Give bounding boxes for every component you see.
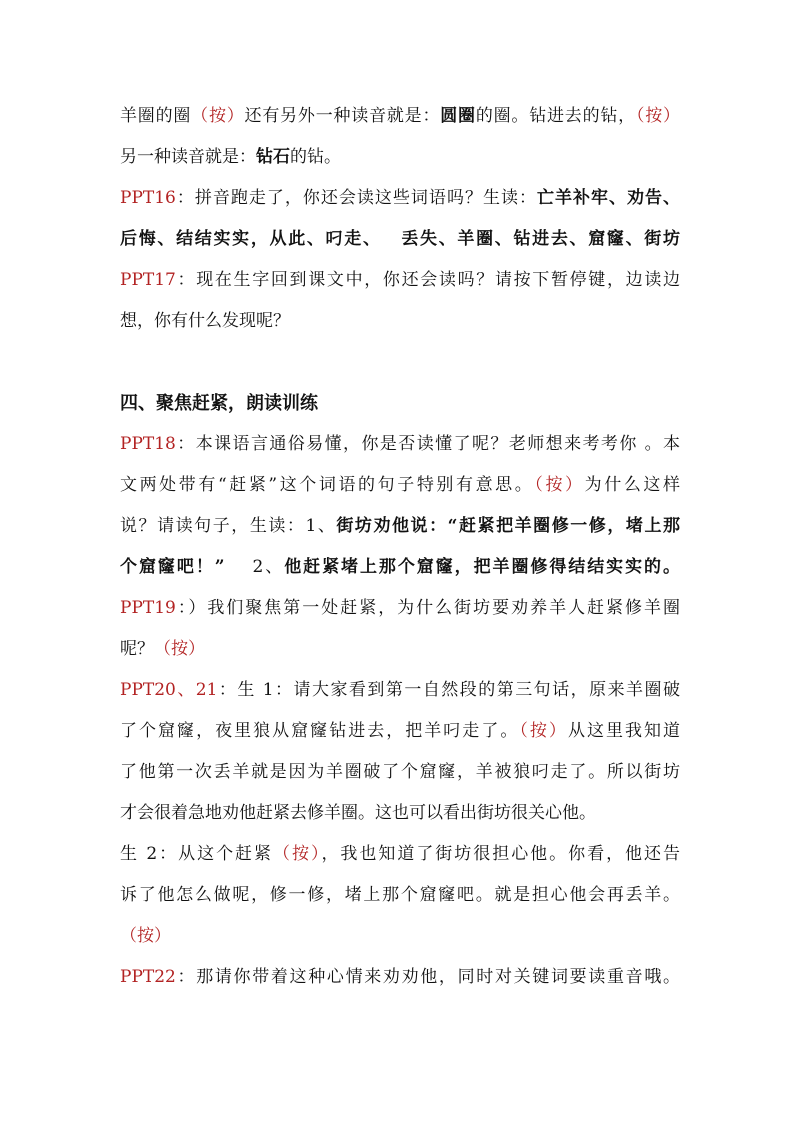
ppt-label: PPT16 xyxy=(120,188,176,208)
annotation: （按） xyxy=(635,106,681,126)
text: ：拼音跑走了，你还会读这些词语吗？生读： xyxy=(175,188,537,208)
text-line xyxy=(120,670,680,711)
text: ：生 1：请大家看到第一自然段的第三句话，原来羊圈破 xyxy=(217,680,681,700)
text: 诉了他怎么做呢，修一修，堵上那个窟窿吧。就是担心他会再丢羊。 xyxy=(120,885,680,905)
text: ：那请你带着这种心情来劝劝他，同时对关键词要读重音哦。 xyxy=(175,967,680,987)
ppt-label: PPT20、21 xyxy=(120,680,218,700)
text: ，我也知道了街坊很担心他。你看，他还告 xyxy=(321,844,680,864)
text: 的钻。 xyxy=(290,147,341,167)
ppt-label: PPT18 xyxy=(120,434,176,454)
text-line xyxy=(120,260,680,301)
annotation: （按） xyxy=(191,106,245,126)
text-line xyxy=(120,219,680,260)
text-line xyxy=(120,178,680,219)
text-line xyxy=(120,957,680,998)
text: 说？请读句子，生读：1、 xyxy=(120,516,337,536)
text: 羊圈的圈 xyxy=(120,106,192,126)
text-line xyxy=(120,629,680,670)
annotation: （按） xyxy=(120,926,171,946)
annotation: （按） xyxy=(534,475,585,495)
text: 另一种读音就是： xyxy=(120,147,256,167)
text: 从这里我知道 xyxy=(567,721,681,741)
text-line xyxy=(120,137,680,178)
text: 呢？ xyxy=(120,639,154,659)
text: 想，你有什么发现呢？ xyxy=(120,311,290,331)
text: 为什么这样 xyxy=(584,475,681,495)
text-line xyxy=(120,793,680,834)
text: ：）我们聚焦第一处赶紧，为什么街坊要劝养羊人赶紧修羊圈 xyxy=(175,598,680,618)
text-line xyxy=(120,752,680,793)
annotation: （按） xyxy=(273,844,322,864)
bold-text: 后悔、结结实实，从此、叼走、 xyxy=(120,229,382,249)
text: 还有另外一种读音就是： xyxy=(244,106,441,126)
text: 的圈。钻进去的钻， xyxy=(475,106,636,126)
bold-text: 钻石 xyxy=(256,147,290,167)
text: 2、 xyxy=(252,557,285,577)
text-line xyxy=(120,424,680,465)
bold-text: 圆圈 xyxy=(440,106,476,126)
text-line xyxy=(120,834,680,875)
text: ：本课语言通俗易懂，你是否读懂了呢？老师想来考考你 。本 xyxy=(175,434,680,454)
bold-text: 亡羊补牢、劝告、 xyxy=(536,188,681,208)
text: 了个窟窿，夜里狼从窟窿钻进去，把羊叼走了。 xyxy=(120,721,520,741)
text: 了他第一次丢羊就是因为羊圈破了个窟窿，羊被狼叼走了。所以街坊 xyxy=(120,762,680,782)
annotation: （按） xyxy=(154,639,205,659)
bold-text: 丢失、羊圈、钻进去、窟窿、街坊 xyxy=(399,229,681,249)
bold-text: 街坊劝他说：“赶紧把羊圈修一修，堵上那 xyxy=(336,516,680,536)
ppt-label: PPT17 xyxy=(120,270,176,290)
text: ：现在生字回到课文中，你还会读吗？请按下暂停键，边读边 xyxy=(175,270,680,290)
text-line xyxy=(120,465,680,506)
text-line xyxy=(120,547,680,588)
bold-text: 他赶紧堵上那个窟窿，把羊圈修得结结实实的。 xyxy=(284,557,680,577)
annotation: （按） xyxy=(519,721,568,741)
text-line xyxy=(120,96,680,137)
text-line xyxy=(120,301,680,342)
text-line xyxy=(120,506,680,547)
ppt-label: PPT19 xyxy=(120,598,176,618)
text-line xyxy=(120,875,680,916)
section-heading: 四、聚焦赶紧，朗读训练 xyxy=(120,393,318,414)
text: 生 2：从这个赶紧 xyxy=(120,844,273,864)
text-line xyxy=(120,588,680,629)
text: 才会很着急地劝他赶紧去修羊圈。这也可以看出街坊很关心他。 xyxy=(120,803,596,823)
document-body xyxy=(120,96,680,998)
ppt-label: PPT22 xyxy=(120,967,176,987)
text: 文两处带有“赶紧”这个词语的句子特别有意思。 xyxy=(120,475,535,495)
bold-text: 个窟窿吧！” xyxy=(120,557,225,577)
text-line xyxy=(120,711,680,752)
text-line xyxy=(120,916,680,957)
